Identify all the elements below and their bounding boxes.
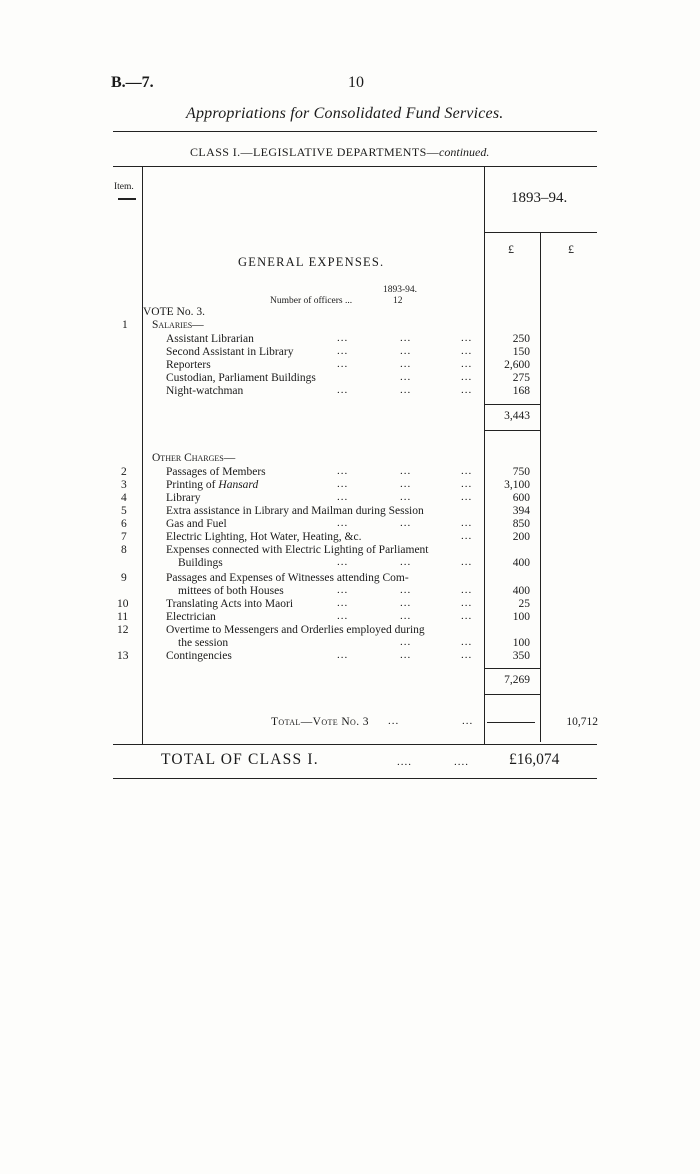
rule-top: [113, 131, 597, 132]
item-number: 13: [117, 650, 129, 662]
item-number: 5: [121, 505, 127, 517]
other-label: Library: [166, 492, 201, 504]
officers-count: 12: [393, 296, 403, 306]
other-amount: 100: [512, 637, 530, 649]
total-vote-rule: [487, 722, 535, 723]
other-amount: 394: [512, 505, 530, 517]
rule-table-top: [113, 166, 597, 167]
other-amount: 100: [512, 611, 530, 623]
leader-dots: ....: [397, 756, 412, 768]
salaries-subtotal: 3,443: [504, 410, 530, 422]
pound-sign-1: £: [508, 242, 514, 256]
leader-dots: ...: [461, 358, 473, 370]
other-label: Passages and Expenses of Witnesses attending Com-: [166, 572, 409, 584]
other-label: Contingencies: [166, 650, 232, 662]
other-label: Electric Lighting, Hot Water, Heating, &c.: [166, 531, 362, 543]
item-number: 8: [121, 544, 127, 556]
leader-dots: ...: [461, 491, 473, 503]
leader-dots: ...: [337, 491, 349, 503]
leader-dots: ...: [400, 597, 412, 609]
other-amount: 850: [512, 518, 530, 530]
item-number: 7: [121, 531, 127, 543]
item-number: 9: [121, 572, 127, 584]
pound-sign-2: £: [568, 242, 574, 256]
other-amount: 400: [512, 585, 530, 597]
item-number: 3: [121, 479, 127, 491]
leader-dots: ...: [400, 556, 412, 568]
rule-year: [484, 232, 597, 233]
other-amount: 3,100: [504, 479, 530, 491]
rule-table-bottom: [113, 744, 597, 745]
other-label-italic: Hansard: [218, 479, 259, 491]
leader-dots: ...: [400, 478, 412, 490]
subtotal-rule: [484, 668, 540, 669]
leader-dots: ....: [454, 756, 469, 768]
subtotal-rule: [484, 404, 540, 405]
leader-dots: ...: [400, 517, 412, 529]
salary-amount: 275: [512, 372, 530, 384]
leader-dots: ...: [400, 584, 412, 596]
other-label: Extra assistance in Library and Mailman during Session: [166, 505, 424, 517]
leader-dots: ...: [388, 715, 400, 727]
leader-dots: ...: [461, 371, 473, 383]
rule-amount-col1: [484, 166, 485, 744]
other-amount: 600: [512, 492, 530, 504]
page-number: 10: [348, 74, 364, 91]
other-label: Gas and Fuel: [166, 518, 227, 530]
item-number: 6: [121, 518, 127, 530]
salary-amount: 168: [512, 385, 530, 397]
salary-label: Night-watchman: [166, 385, 244, 397]
subtotal-rule: [484, 430, 540, 431]
leader-dots: ...: [400, 610, 412, 622]
class-total-label: TOTAL OF CLASS I.: [161, 751, 319, 768]
section-title: GENERAL EXPENSES.: [238, 255, 385, 269]
other-amount: 200: [512, 531, 530, 543]
salary-label: Second Assistant in Library: [166, 346, 294, 358]
other-label-continued: mittees of both Houses: [178, 585, 284, 597]
item-number: 4: [121, 492, 127, 504]
leader-dots: ...: [461, 465, 473, 477]
class-heading-text: CLASS I.—LEGISLATIVE DEPARTMENTS—: [190, 145, 440, 159]
salaries-heading: Salaries—: [152, 319, 204, 331]
leader-dots: ...: [400, 384, 412, 396]
other-charges-subtotal: 7,269: [504, 674, 530, 686]
leader-dots: ...: [461, 345, 473, 357]
leader-dots: ...: [337, 597, 349, 609]
leader-dots: ...: [337, 584, 349, 596]
total-vote-label: Total—Vote No. 3: [271, 716, 369, 728]
item-number: 1: [122, 319, 128, 331]
subtotal-rule: [484, 694, 540, 695]
item-heading-rule: [118, 198, 136, 200]
leader-dots: ...: [400, 345, 412, 357]
leader-dots: ...: [337, 556, 349, 568]
other-amount: 350: [512, 650, 530, 662]
salary-label: Custodian, Parliament Buildings: [166, 372, 316, 384]
leader-dots: ...: [337, 358, 349, 370]
leader-dots: ...: [461, 478, 473, 490]
leader-dots: ...: [337, 384, 349, 396]
other-label-continued: Buildings: [178, 557, 223, 569]
leader-dots: ...: [461, 556, 473, 568]
leader-dots: ...: [461, 332, 473, 344]
total-vote-amount: 10,712: [566, 716, 598, 728]
leader-dots: ...: [461, 584, 473, 596]
officers-label: Number of officers ...: [270, 296, 353, 306]
leader-dots: ...: [462, 715, 474, 727]
leader-dots: ...: [400, 491, 412, 503]
leader-dots: ...: [461, 610, 473, 622]
leader-dots: ...: [400, 358, 412, 370]
leader-dots: ...: [337, 649, 349, 661]
salary-amount: 2,600: [504, 359, 530, 371]
salary-label: Assistant Librarian: [166, 333, 254, 345]
rule-amount-col2: [540, 232, 541, 742]
leader-dots: ...: [461, 597, 473, 609]
salary-amount: 150: [512, 346, 530, 358]
leader-dots: ...: [461, 530, 473, 542]
leader-dots: ...: [461, 649, 473, 661]
class-heading-continued: continued.: [439, 145, 490, 159]
item-number: 11: [117, 611, 129, 623]
leader-dots: ...: [337, 465, 349, 477]
leader-dots: ...: [400, 465, 412, 477]
other-label: [166, 479, 258, 492]
other-label: Expenses connected with Electric Lighting of Parliament: [166, 544, 429, 556]
leader-dots: ...: [400, 371, 412, 383]
other-label: Overtime to Messengers and Orderlies employed during: [166, 624, 425, 636]
other-label: Translating Acts into Maori: [166, 598, 294, 610]
salary-amount: 250: [512, 333, 530, 345]
leader-dots: ...: [337, 517, 349, 529]
salary-label: Reporters: [166, 359, 211, 371]
class-heading: [190, 145, 489, 160]
item-number: 10: [117, 598, 129, 610]
leader-dots: ...: [337, 610, 349, 622]
leader-dots: ...: [400, 636, 412, 648]
other-amount: 25: [518, 598, 530, 610]
leader-dots: ...: [400, 649, 412, 661]
page-title: Appropriations for Consolidated Fund Services.: [186, 105, 504, 122]
leader-dots: ...: [337, 478, 349, 490]
vote-label: VOTE No. 3.: [143, 306, 205, 318]
year-heading: 1893–94.: [511, 190, 568, 206]
rule-item-col: [142, 166, 143, 744]
other-label-text: Printing of: [166, 479, 219, 491]
leader-dots: ...: [461, 517, 473, 529]
item-heading: Item.: [114, 182, 134, 192]
leader-dots: ...: [337, 332, 349, 344]
other-amount: 750: [512, 466, 530, 478]
other-charges-heading: Other Charges—: [152, 452, 236, 464]
leader-dots: ...: [337, 345, 349, 357]
leader-dots: ...: [461, 384, 473, 396]
other-label: Passages of Members: [166, 466, 266, 478]
other-label: Electrician: [166, 611, 216, 623]
leader-dots: ...: [461, 636, 473, 648]
officers-year: 1893-94.: [383, 285, 418, 295]
other-amount: 400: [512, 557, 530, 569]
other-label-continued: the session: [178, 637, 229, 649]
leader-dots: ...: [400, 332, 412, 344]
item-number: 2: [121, 466, 127, 478]
rule-final: [113, 778, 597, 779]
item-number: 12: [117, 624, 129, 636]
class-total-amount: £16,074: [509, 751, 560, 768]
page-ref: B.—7.: [111, 74, 154, 91]
